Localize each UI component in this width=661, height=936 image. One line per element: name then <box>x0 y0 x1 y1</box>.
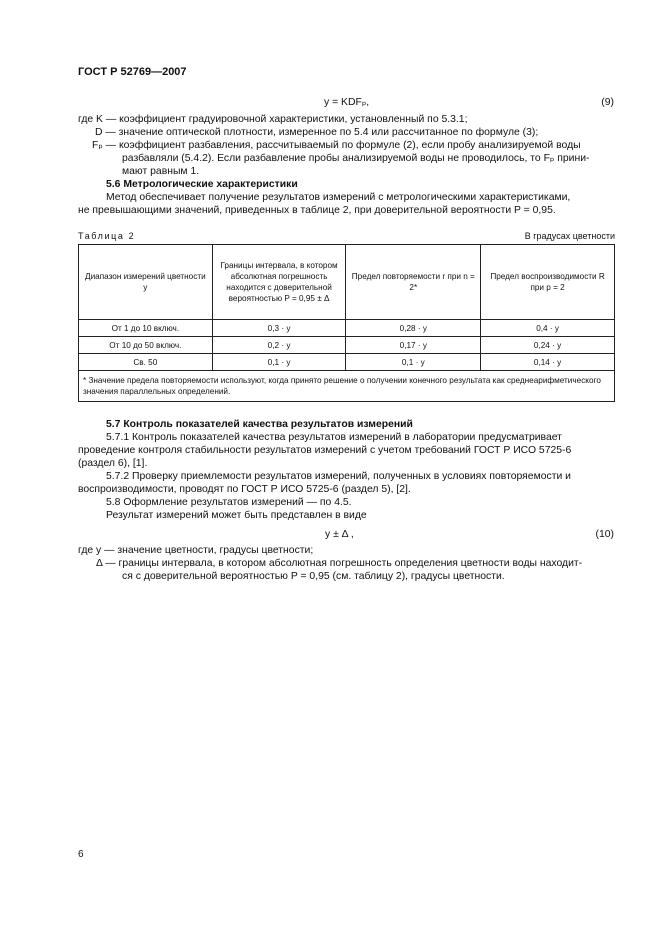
page-number: 6 <box>78 849 84 860</box>
section-5-7-1-line-1: 5.7.1 Контроль показателей качества результатов измерений в лаборатории предусматривает <box>106 432 562 443</box>
def-fp-cont: разбавляли (5.4.2). Если разбавление пробы анализируемой воды не проводилось, то Fₚ прини- <box>122 153 590 164</box>
formula-9-number: (9) <box>601 97 614 108</box>
table-header-row <box>79 245 615 320</box>
header-range: Диапазон измерений цветности y <box>79 245 213 320</box>
section-5-6-body-2: не превышающими значений, приведенных в таблице 2, при доверительной вероятности P = 0,95. <box>78 205 556 216</box>
def-delta-cont: ся с доверительной вероятностью P = 0,95 (см. таблицу 2), градусы цветности. <box>122 571 505 582</box>
header-interval: Границы интервала, в котором абсолютная погрешность находится с доверительной вероятностью P = 0,95 ± Δ <box>212 245 346 320</box>
def-d: D — значение оптической плотности, измеренное по 5.4 или рассчитанное по формуле (3); <box>95 127 539 138</box>
def-fp-cont2: мают равным 1. <box>122 166 200 177</box>
formula-10-definitions <box>78 544 615 583</box>
cell-range: От 10 до 50 включ. <box>79 337 213 354</box>
header-reproducibility: Предел воспроизводимости R при p = 2 <box>481 245 615 320</box>
section-5-8-body: Результат измерений может быть представлен в виде <box>106 510 367 521</box>
section-5-7-2-line-2: воспроизводимости, проводят по ГОСТ Р ИСО 5725-6 (раздел 5), [2]. <box>78 484 411 495</box>
cell-interval: 0,3 · y <box>212 320 346 337</box>
def-delta: Δ — границы интервала, в котором абсолютная погрешность определения цветности воды находит- <box>96 558 583 569</box>
cell-interval: 0,1 · y <box>212 354 346 371</box>
formula-10-text: y ± Δ , <box>325 529 354 540</box>
table-2 <box>78 244 615 402</box>
cell-range: Св. 50 <box>79 354 213 371</box>
cell-repeatability: 0,17 · y <box>346 337 481 354</box>
section-5-7 <box>78 418 615 522</box>
cell-reproducibility: 0,24 · y <box>481 337 615 354</box>
table-caption: Таблица 2 <box>78 231 136 241</box>
formula-9-text: y = KDFₚ, <box>324 97 370 108</box>
section-5-7-title: 5.7 Контроль показателей качества результатов измерений <box>106 419 413 430</box>
section-5-7-1-line-2: проведение контроля стабильности результатов измерений с учетом требований ГОСТ Р ИСО 5725-6 <box>78 445 572 456</box>
def-y: где y — значение цветности, градусы цветности; <box>78 545 314 556</box>
table-units: В градусах цветности <box>524 231 615 241</box>
section-5-7-1-line-3: (раздел 6), [1]. <box>78 458 148 469</box>
cell-reproducibility: 0,4 · y <box>481 320 615 337</box>
table-note-row <box>79 371 615 402</box>
cell-range: От 1 до 10 включ. <box>79 320 213 337</box>
section-5-6-title: 5.6 Метрологические характеристики <box>106 179 298 190</box>
cell-repeatability: 0,1 · y <box>346 354 481 371</box>
def-fp: Fₚ — коэффициент разбавления, рассчитываемый по формуле (2), если пробу анализируемой воды <box>92 140 581 151</box>
cell-repeatability: 0,28 · y <box>346 320 481 337</box>
table-row <box>79 320 615 337</box>
cell-interval: 0,2 · y <box>212 337 346 354</box>
cell-reproducibility: 0,14 · y <box>481 354 615 371</box>
table-note: * Значение предела повторяемости используют, когда принято решение о получении конечного результата как среднеарифметического значения параллельных определений. <box>79 371 615 402</box>
formula-9-definitions <box>78 113 615 178</box>
document-header: ГОСТ Р 52769—2007 <box>78 66 187 78</box>
section-5-6 <box>78 178 615 217</box>
def-k: где K — коэффициент градуировочной характеристики, установленный по 5.3.1; <box>78 114 468 125</box>
section-5-7-2-line-1: 5.7.2 Проверку приемлемости результатов измерений, полученных в условиях повторяемости и <box>106 471 571 482</box>
section-5-8-title: 5.8 Оформление результатов измерений — по 4.5. <box>106 497 352 508</box>
table-row <box>79 337 615 354</box>
section-5-6-body-1: Метод обеспечивает получение результатов измерений с метрологическими характеристиками, <box>106 192 571 203</box>
table-row <box>79 354 615 371</box>
header-repeatability: Предел повторяемости r при n = 2* <box>346 245 481 320</box>
formula-10-number: (10) <box>595 529 614 540</box>
